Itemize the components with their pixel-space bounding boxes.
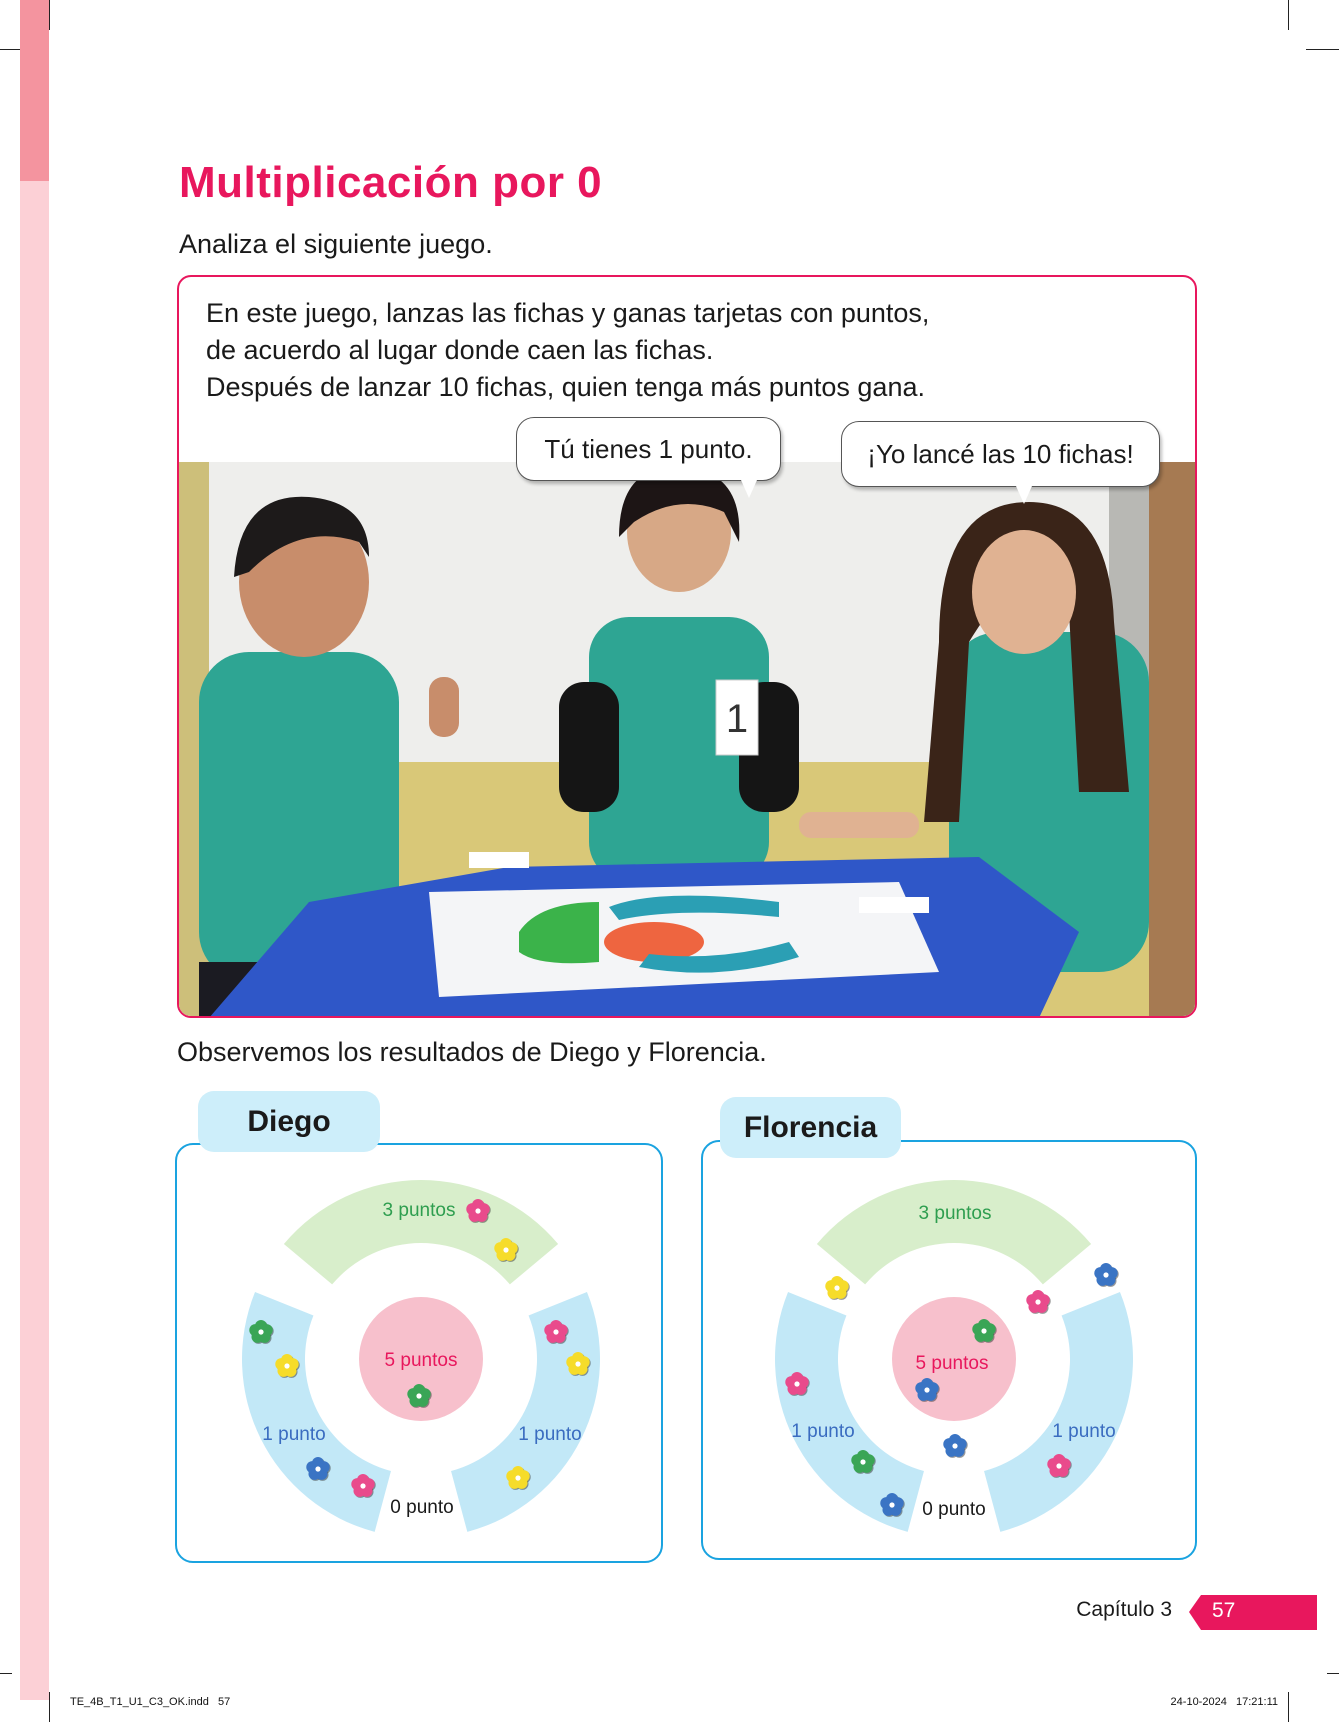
diego-tab bbox=[198, 1091, 380, 1152]
target-diagram bbox=[703, 1142, 1199, 1562]
chapter-label: Capítulo 3 bbox=[1076, 1598, 1172, 1621]
game-description-box bbox=[177, 275, 1197, 1018]
board-name: Diego bbox=[247, 1104, 331, 1138]
description-line: En este juego, lanzas las fichas y ganas tarjetas con puntos, bbox=[206, 298, 930, 328]
speech-bubble-middle bbox=[516, 417, 781, 481]
chip-yellow bbox=[825, 1276, 849, 1300]
zone-label: 3 puntos bbox=[382, 1200, 456, 1221]
speech-text: ¡Yo lancé las 10 fichas! bbox=[867, 438, 1134, 469]
page-number-tag bbox=[1189, 1595, 1317, 1630]
crop-mark bbox=[0, 1673, 12, 1674]
game-description bbox=[206, 295, 929, 406]
side-color-bar-top bbox=[20, 0, 49, 181]
crop-mark bbox=[1288, 1692, 1289, 1722]
zone-label: 5 puntos bbox=[384, 1350, 458, 1371]
zone-3-puntos bbox=[284, 1180, 558, 1284]
zone-label: 1 punto bbox=[1052, 1421, 1116, 1442]
chip-blue bbox=[1094, 1263, 1118, 1287]
speech-text: Tú tienes 1 punto. bbox=[544, 433, 753, 464]
zone-label: 0 punto bbox=[922, 1499, 986, 1520]
chip-blue bbox=[943, 1434, 967, 1458]
zone-label: 1 punto bbox=[791, 1421, 855, 1442]
zone-3-puntos bbox=[817, 1180, 1091, 1284]
zone-label: 1 punto bbox=[518, 1424, 582, 1445]
crop-mark bbox=[49, 0, 50, 30]
page-title: Multiplicación por 0 bbox=[179, 158, 603, 207]
target-diagram bbox=[177, 1145, 665, 1565]
board-name: Florencia bbox=[743, 1110, 878, 1144]
crop-mark bbox=[1288, 0, 1289, 30]
slug-date: 24-10-2024 17:21:11 bbox=[1170, 1696, 1278, 1708]
slug-filename: TE_4B_T1_U1_C3_OK.indd 57 bbox=[70, 1696, 231, 1708]
diego-results-board bbox=[175, 1143, 663, 1563]
zone-label: 5 puntos bbox=[915, 1353, 989, 1374]
side-color-bar bbox=[20, 0, 49, 1700]
description-line: Después de lanzar 10 fichas, quien tenga más puntos gana. bbox=[206, 372, 925, 402]
speech-bubble-right bbox=[841, 421, 1160, 487]
zone-label: 0 punto bbox=[390, 1497, 454, 1518]
game-photo bbox=[179, 462, 1197, 1018]
chip-pink bbox=[1026, 1290, 1050, 1314]
zone-label: 3 puntos bbox=[918, 1203, 992, 1224]
zone-label: 1 punto bbox=[262, 1424, 326, 1445]
page-number: 57 bbox=[1212, 1599, 1236, 1622]
photo-card-number: 1 bbox=[725, 697, 749, 741]
crop-mark bbox=[1306, 49, 1339, 50]
description-line: de acuerdo al lugar donde caen las fichas. bbox=[206, 335, 714, 365]
crop-mark bbox=[1327, 1673, 1339, 1674]
florencia-tab bbox=[720, 1097, 901, 1158]
crop-mark bbox=[49, 1692, 50, 1722]
intro-text: Analiza el siguiente juego. bbox=[179, 229, 493, 259]
observe-text: Observemos los resultados de Diego y Florencia. bbox=[177, 1037, 767, 1067]
florencia-results-board bbox=[701, 1140, 1197, 1560]
